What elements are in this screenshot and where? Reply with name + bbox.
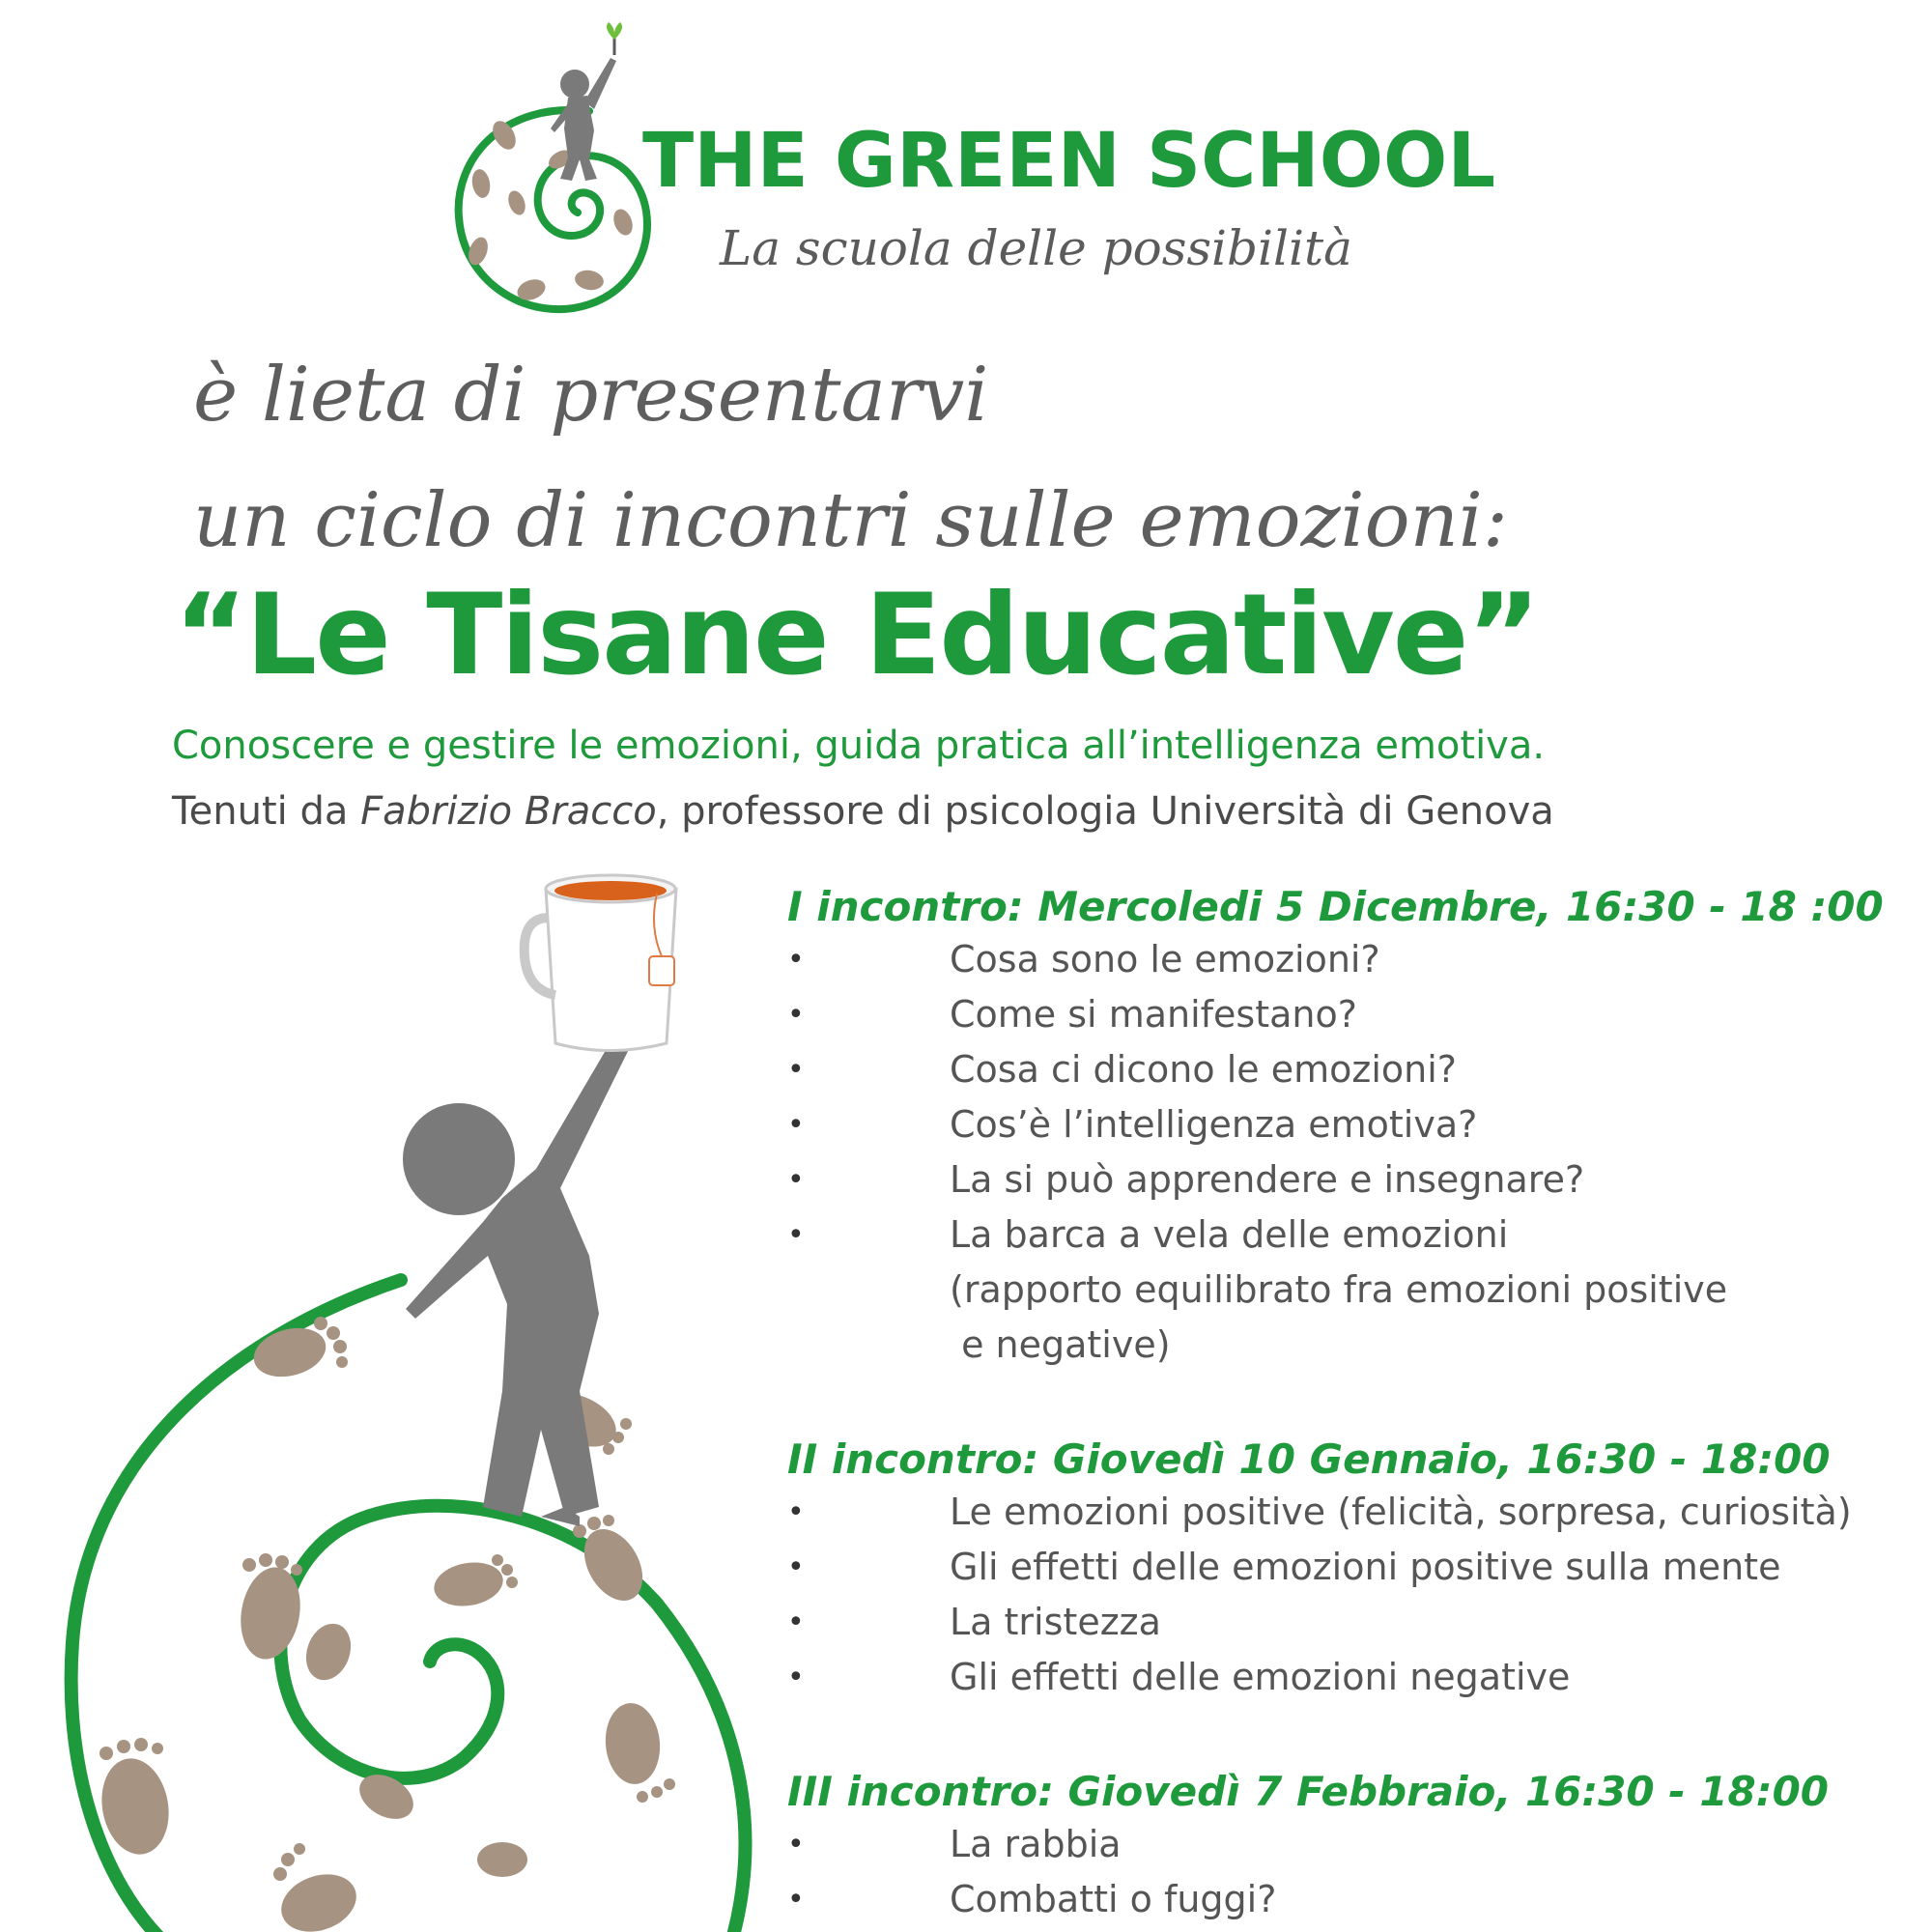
- bullet-icon: •: [787, 998, 805, 1032]
- child-silhouette: [403, 1024, 638, 1526]
- presenter-name: Fabrizio Bracco: [360, 789, 657, 834]
- bullet-icon: •: [787, 1661, 805, 1694]
- bullet-icon: •: [787, 1495, 805, 1529]
- bullet-icon: •: [787, 1883, 805, 1917]
- bullet-icon: •: [787, 1053, 805, 1087]
- bullet-icon: •: [787, 943, 805, 977]
- presenter-line: [172, 789, 1554, 834]
- event-title: “Le Tisane Educative”: [174, 570, 1539, 700]
- green-school-logo-icon: [444, 14, 667, 324]
- bullet-icon: •: [787, 1605, 805, 1639]
- event-subtitle: Conoscere e gestire le emozioni, guida pratica all’intelligenza emotiva.: [172, 724, 1546, 768]
- bullet-icon: •: [787, 1828, 805, 1861]
- presenter-suffix: , professore di psicologia Università di Genova: [656, 789, 1554, 834]
- tea-mug-icon: [525, 875, 676, 1051]
- bullet-icon: •: [787, 1108, 805, 1142]
- session-3-title: III incontro: Giovedì 7 Febbraio, 16:30 - 18:00: [787, 1768, 1830, 1815]
- session-1-title: I incontro: Mercoledi 5 Dicembre, 16:30 - 18 :00: [787, 883, 1884, 930]
- school-name: THE GREEN SCHOOL: [642, 118, 1496, 205]
- session-2-title: II incontro: Giovedì 10 Gennaio, 16:30 - 18:00: [787, 1435, 1831, 1483]
- intro-line-1: è lieta di presentarvi: [193, 352, 989, 439]
- bullet-icon: •: [787, 1218, 805, 1252]
- child-spiral-illustration: [0, 850, 792, 1932]
- bullet-icon: •: [787, 1550, 805, 1584]
- bullet-icon: •: [787, 1163, 805, 1197]
- presenter-prefix: Tenuti da: [172, 789, 361, 834]
- spiral-path: [71, 1280, 746, 1932]
- school-tagline: La scuola delle possibilità: [720, 220, 1352, 276]
- intro-line-2: un ciclo di incontri sulle emozioni:: [193, 477, 1509, 564]
